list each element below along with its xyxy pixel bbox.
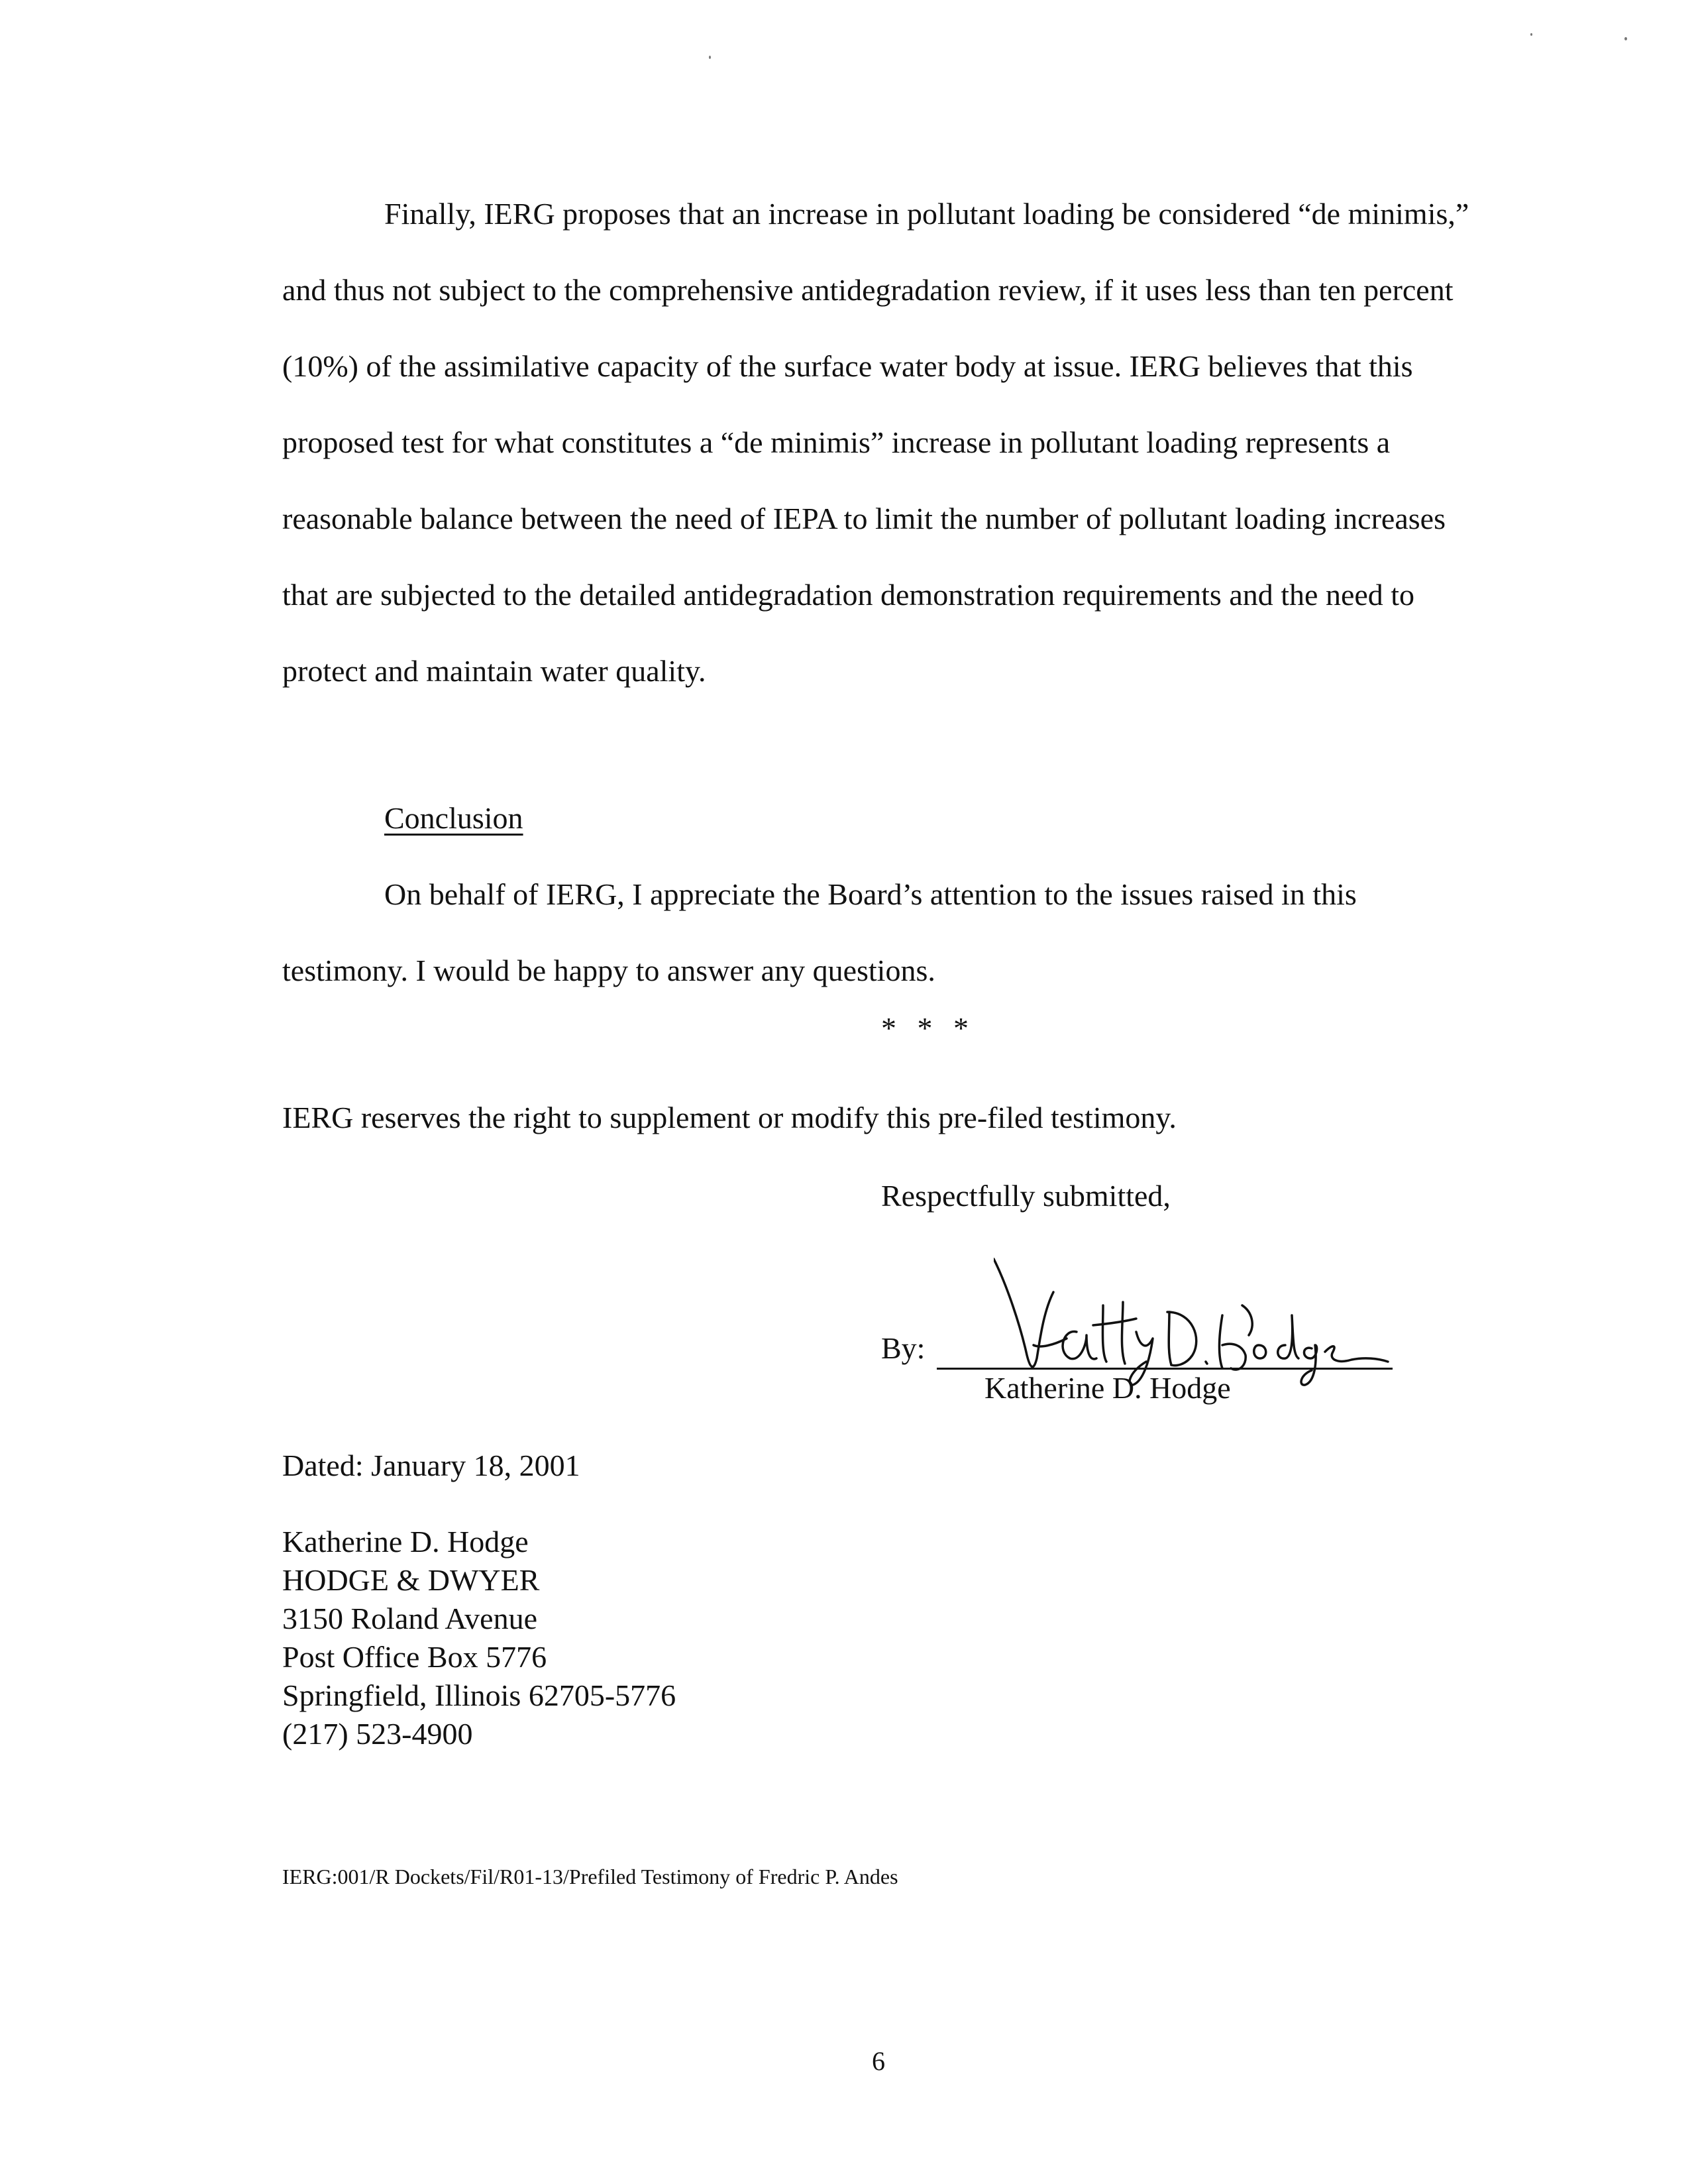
page-number: 6 [872, 2046, 885, 2076]
body-paragraph-de-minimis: Finally, IERG proposes that an increase in pollutant loading be considered “de minimis,” and thus not subject to the comprehensive antidegradation review, if it uses less than ten percent (10%) of the assimilative capacity of the surface water body at issue. IERG believes that this proposed test for what constitutes a “de minimis” increase in pollutant loading represents a reasonable balance between the need of IEPA to limit the number of pollutant loading increases that are subjected to the detailed antidegradation demonstration requirements and the need to protect and maintain water quality. [282, 197, 1469, 688]
body-paragraph-conclusion: On behalf of IERG, I appreciate the Board’s attention to the issues raised in this testimony. I would be happy to answer any questions. [282, 877, 1357, 987]
signature-line [937, 1368, 1393, 1370]
file-path-footer: IERG:001/R Dockets/Fil/R01-13/Prefiled Testimony of Fredric P. Andes [282, 1865, 898, 1888]
address-line-po-box: Post Office Box 5776 [282, 1640, 547, 1674]
address-line-city: Springfield, Illinois 62705-5776 [282, 1678, 676, 1712]
address-line-street: 3150 Roland Avenue [282, 1602, 537, 1635]
section-separator: * * * [881, 1011, 975, 1045]
address-line-phone: (217) 523-4900 [282, 1717, 473, 1751]
address-line-firm: HODGE & DWYER [282, 1563, 540, 1597]
scan-speck [709, 56, 711, 59]
scan-speck [1530, 33, 1532, 36]
address-line-name: Katherine D. Hodge [282, 1525, 529, 1558]
reservation-statement: IERG reserves the right to supplement or modify this pre-filed testimony. [282, 1101, 1177, 1134]
scan-speck [1624, 37, 1627, 40]
conclusion-heading: Conclusion [384, 801, 523, 835]
address-block [282, 1523, 676, 1753]
signer-name: Katherine D. Hodge [984, 1371, 1231, 1405]
closing-salutation: Respectfully submitted, [881, 1179, 1171, 1213]
date-line: Dated: January 18, 2001 [282, 1448, 580, 1482]
by-label: By: [881, 1331, 926, 1365]
